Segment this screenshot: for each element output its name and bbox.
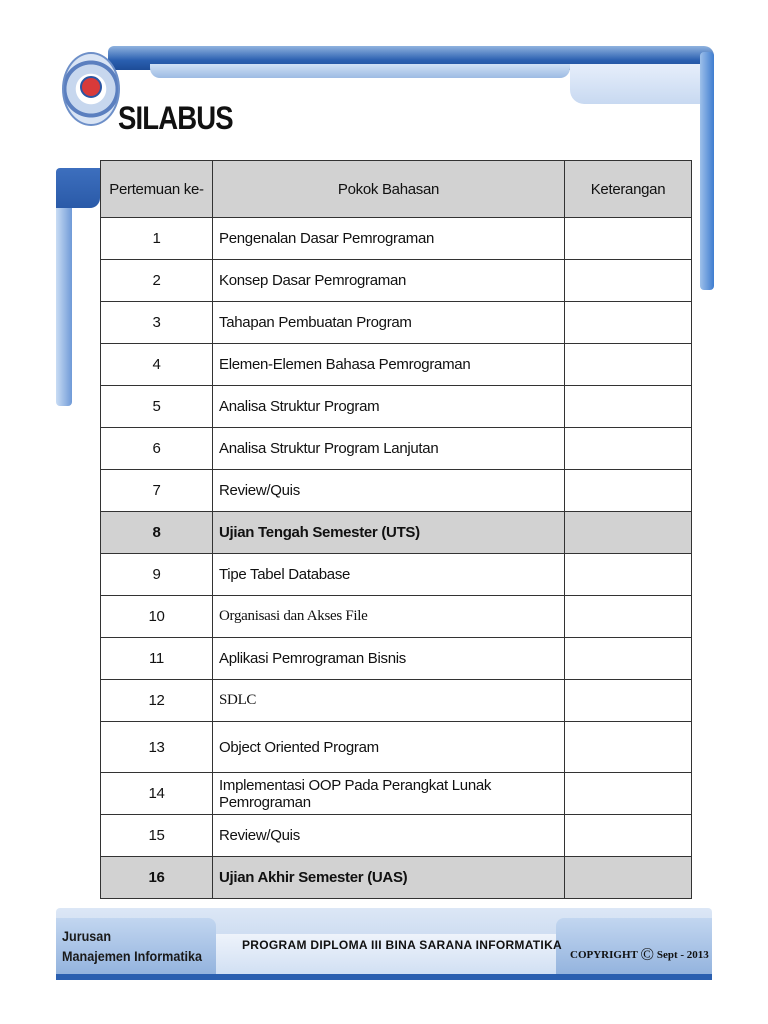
department-label: [62, 926, 202, 966]
meeting-number: 1: [101, 218, 213, 260]
topic-cell: Organisasi dan Akses File: [213, 596, 565, 638]
topic-cell: Ujian Akhir Semester (UAS): [213, 857, 565, 899]
meeting-number: 12: [101, 680, 213, 722]
note-cell: [565, 512, 692, 554]
meeting-number: 2: [101, 260, 213, 302]
note-cell: [565, 302, 692, 344]
note-cell: [565, 722, 692, 773]
header-topic: Pokok Bahasan: [213, 161, 565, 218]
table-row: [101, 773, 692, 815]
note-cell: [565, 680, 692, 722]
header-note: Keterangan: [565, 161, 692, 218]
copyright-label: [570, 944, 709, 965]
note-cell: [565, 218, 692, 260]
table-row: [101, 386, 692, 428]
note-cell: [565, 260, 692, 302]
meeting-number: 3: [101, 302, 213, 344]
meeting-number: 14: [101, 773, 213, 815]
meeting-number: 13: [101, 722, 213, 773]
note-cell: [565, 638, 692, 680]
meeting-number: 4: [101, 344, 213, 386]
note-cell: [565, 554, 692, 596]
note-cell: [565, 470, 692, 512]
topic-cell: Object Oriented Program: [213, 722, 565, 773]
logo-mark-icon: [80, 76, 102, 98]
topic-cell: Ujian Tengah Semester (UTS): [213, 512, 565, 554]
meeting-number: 16: [101, 857, 213, 899]
table-row: [101, 344, 692, 386]
meeting-number: 6: [101, 428, 213, 470]
header-meeting: Pertemuan ke-: [101, 161, 213, 218]
topic-cell: Tahapan Pembuatan Program: [213, 302, 565, 344]
page-title: SILABUS: [118, 100, 233, 136]
table-row: [101, 470, 692, 512]
bsi-logo: [62, 52, 120, 126]
meeting-number: 8: [101, 512, 213, 554]
syllabus-table: [100, 160, 692, 899]
meeting-number: 9: [101, 554, 213, 596]
topic-cell: Review/Quis: [213, 815, 565, 857]
table-row: [101, 218, 692, 260]
meeting-number: 15: [101, 815, 213, 857]
topic-cell: Analisa Struktur Program Lanjutan: [213, 428, 565, 470]
table-row: [101, 554, 692, 596]
note-cell: [565, 344, 692, 386]
footer: [56, 908, 712, 980]
note-cell: [565, 857, 692, 899]
note-cell: [565, 773, 692, 815]
copyright-prefix: COPYRIGHT: [570, 949, 638, 961]
meeting-number: 7: [101, 470, 213, 512]
topic-cell: Tipe Tabel Database: [213, 554, 565, 596]
note-cell: [565, 386, 692, 428]
topic-cell: SDLC: [213, 680, 565, 722]
exam-row-uas: [101, 857, 692, 899]
topic-cell: Implementasi OOP Pada Perangkat Lunak Pemrograman: [213, 773, 565, 815]
table-row: [101, 680, 692, 722]
table-row: [101, 260, 692, 302]
table-row: [101, 722, 692, 773]
note-cell: [565, 428, 692, 470]
topic-cell: Konsep Dasar Pemrograman: [213, 260, 565, 302]
table-header-row: [101, 161, 692, 218]
note-cell: [565, 596, 692, 638]
table-row: [101, 815, 692, 857]
topic-cell: Aplikasi Pemrograman Bisnis: [213, 638, 565, 680]
copyright-date: Sept - 2013: [656, 949, 709, 961]
department-line-2: Manajemen Informatika: [62, 948, 203, 964]
copyright-icon: ©: [640, 944, 655, 964]
exam-row-uts: [101, 512, 692, 554]
topic-cell: Elemen-Elemen Bahasa Pemrograman: [213, 344, 565, 386]
topic-cell: Pengenalan Dasar Pemrograman: [213, 218, 565, 260]
department-line-1: Jurusan: [62, 928, 112, 944]
table-row: [101, 638, 692, 680]
note-cell: [565, 815, 692, 857]
program-label: PROGRAM DIPLOMA III BINA SARANA INFORMATIKA: [242, 938, 562, 952]
meeting-number: 5: [101, 386, 213, 428]
frame-right-bar: [700, 52, 714, 290]
frame-left-tab: [56, 168, 100, 208]
table-row: [101, 428, 692, 470]
frame-top-inner: [150, 64, 570, 78]
footer-bottom-stripe: [56, 974, 712, 980]
topic-cell: Review/Quis: [213, 470, 565, 512]
meeting-number: 10: [101, 596, 213, 638]
topic-cell: Analisa Struktur Program: [213, 386, 565, 428]
frame-right-step: [570, 64, 704, 104]
table-row: [101, 302, 692, 344]
meeting-number: 11: [101, 638, 213, 680]
table-row: [101, 596, 692, 638]
